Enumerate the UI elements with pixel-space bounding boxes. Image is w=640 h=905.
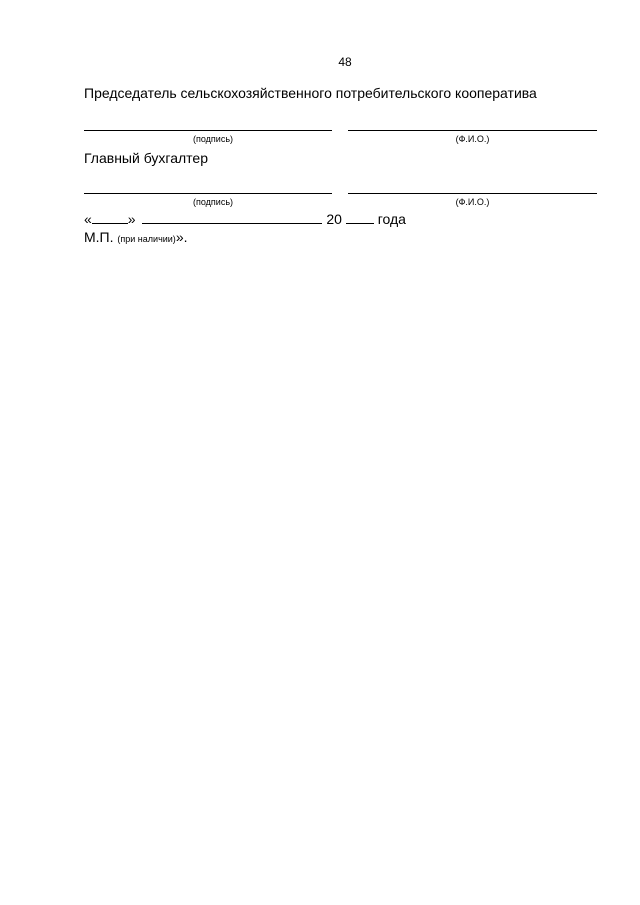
stamp-note: (при наличии) <box>117 234 176 244</box>
day-blank <box>92 212 128 224</box>
chairman-signature-caption: (подпись) <box>192 134 234 144</box>
date-open-quote: « <box>84 211 92 227</box>
chief-accountant-title: Главный бухгалтер <box>84 150 208 166</box>
accountant-name-line <box>348 193 597 194</box>
stamp-line <box>84 229 188 245</box>
accountant-signature-caption: (подпись) <box>192 197 234 207</box>
accountant-signature-line <box>84 193 332 194</box>
chairman-signature-line <box>84 130 332 131</box>
accountant-name-caption: (Ф.И.О.) <box>455 197 490 207</box>
chairman-title: Председатель сельскохозяйственного потребительского кооператива <box>84 85 537 101</box>
date-line <box>84 211 406 227</box>
stamp-end: ». <box>175 229 188 245</box>
page-number: 48 <box>338 55 352 69</box>
stamp-label: М.П. <box>84 229 114 245</box>
chairman-name-caption: (Ф.И.О.) <box>455 134 490 144</box>
year-prefix: 20 <box>326 211 342 227</box>
month-blank <box>142 212 322 224</box>
year-blank <box>346 212 374 224</box>
date-close-quote: » <box>127 211 136 227</box>
chairman-name-line <box>348 130 597 131</box>
year-suffix: года <box>377 211 406 227</box>
